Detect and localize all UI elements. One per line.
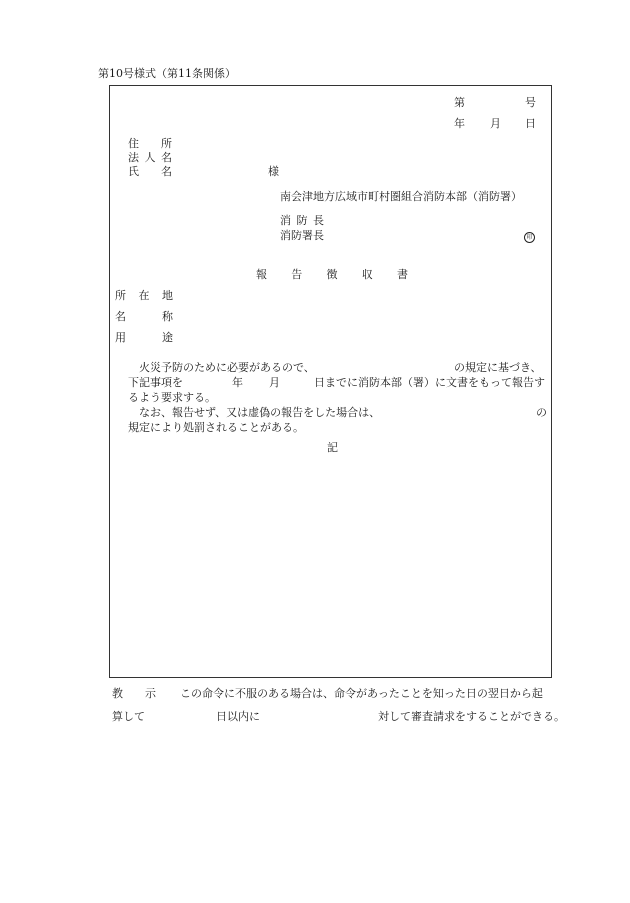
date-year: 年	[454, 117, 465, 130]
body-line2-b: 日までに消防本部（署）に文書をもって報告す	[314, 376, 545, 389]
recipient-address-label: 住 所	[128, 137, 172, 150]
form-label: 第10号様式（第11条関係）	[98, 67, 236, 80]
recipient-corporation-label: 法 人 名	[128, 151, 172, 164]
date-month: 月	[490, 117, 501, 130]
number-prefix: 第	[454, 96, 465, 109]
property-name-label: 名 称	[115, 310, 173, 323]
body-line1-b: の規定に基づき、	[454, 361, 542, 374]
body-line3: るよう要求する。	[128, 391, 216, 404]
body-line2-month: 月	[269, 376, 280, 389]
issuer-station-chief: 消防署長	[280, 229, 324, 242]
honorific: 様	[268, 165, 279, 178]
body-line4-a: なお、報告せず、又は虚偽の報告をした場合は、	[139, 406, 381, 419]
date-day: 日	[525, 117, 536, 130]
body-line1-a: 火災予防のために必要があるので、	[139, 361, 315, 374]
footer-line1: この命令に不服のある場合は、命令があったことを知った日の翌日から起	[180, 687, 543, 700]
body-line2-year: 年	[232, 376, 243, 389]
issuer-organization: 南会津地方広域市町村圏組合消防本部（消防署）	[280, 190, 522, 203]
seal-icon: 印	[524, 232, 535, 243]
property-location-label: 所 在 地	[115, 289, 173, 302]
footer-label: 教 示	[112, 687, 156, 700]
body-line5: 規定により処罰されることがある。	[128, 421, 304, 434]
seal-mark	[524, 229, 535, 243]
ki-heading: 記	[327, 441, 338, 454]
body-line4-b: の	[536, 406, 547, 419]
issuer-chief: 消 防 長	[280, 214, 324, 227]
footer-line2-a: 算して	[112, 710, 145, 723]
footer-line2-c: 対して審査請求をすることができる。	[378, 710, 565, 723]
number-suffix: 号	[525, 96, 536, 109]
property-use-label: 用 途	[115, 331, 173, 344]
recipient-name-label: 氏 名	[128, 165, 172, 178]
body-line2-a: 下記事項を	[128, 376, 183, 389]
document-title: 報 告 徴 収 書	[256, 268, 408, 281]
footer-line2-b: 日以内に	[216, 710, 260, 723]
